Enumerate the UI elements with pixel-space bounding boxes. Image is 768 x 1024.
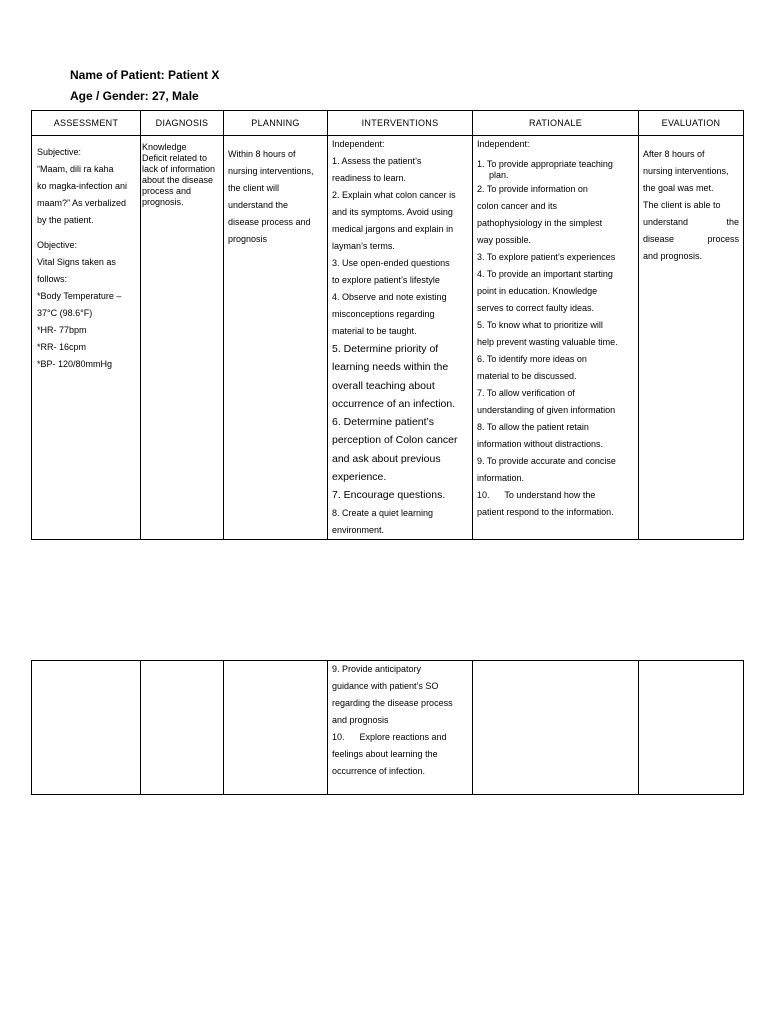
care-plan-table: [31, 110, 744, 540]
continuation-assessment-cell: [32, 661, 141, 795]
intervention-line: to explore patient’s lifestyle: [332, 275, 440, 285]
objective-line: Vital Signs taken as: [37, 257, 116, 267]
rationale-line: information.: [477, 473, 525, 483]
diagnosis-line: Deficit related to: [142, 153, 208, 163]
assessment-cell: [32, 136, 141, 540]
intervention-line: 5. Determine priority of: [332, 343, 439, 355]
rationale-heading: Independent:: [477, 139, 530, 149]
diagnosis-line: about the disease: [142, 175, 214, 185]
rationale-line: 2. To provide information on: [477, 184, 588, 194]
intervention-line: misconceptions regarding: [332, 309, 435, 319]
intervention-line: 6. Determine patient’s: [332, 416, 434, 429]
objective-label: Objective:: [37, 240, 78, 250]
intervention-line: 1. Assess the patient’s: [332, 156, 422, 166]
interventions-heading: Independent:: [332, 139, 385, 149]
subjective-line: by the patient.: [37, 215, 94, 225]
planning-line: understand the: [228, 200, 289, 210]
rationale-line: 7. To allow verification of: [477, 388, 575, 398]
subjective-line: “Maam, dili ra kaha: [37, 164, 114, 174]
subjective-line: maam?” As verbalized: [37, 198, 127, 208]
rationale-line: 3. To explore patient’s experiences: [477, 252, 616, 262]
rationale-line: understanding of given information: [477, 405, 616, 415]
intervention-line: guidance with patient’s SO: [332, 681, 439, 691]
col-header-diagnosis: DIAGNOSIS: [141, 111, 224, 136]
col-header-planning: PLANNING: [224, 111, 328, 136]
intervention-line: and ask about previous: [332, 452, 441, 465]
rationale-line: pathophysiology in the simplest: [477, 218, 603, 228]
col-header-rationale: RATIONALE: [473, 111, 639, 136]
col-header-assessment: ASSESSMENT: [32, 111, 141, 136]
intervention-line: readiness to learn.: [332, 173, 407, 183]
rationale-line: help prevent wasting valuable time.: [477, 337, 618, 347]
rationale-line: 5. To know what to prioritize will: [477, 320, 603, 330]
planning-cell: [224, 136, 328, 540]
intervention-line: perception of Colon cancer: [332, 434, 458, 447]
objective-line: *BP- 120/80mmHg: [37, 359, 113, 369]
intervention-line: environment.: [332, 524, 385, 535]
care-plan-continuation-table: [31, 660, 744, 795]
rationale-line: 4. To provide an important starting: [477, 269, 613, 279]
diagnosis-line: prognosis.: [142, 197, 184, 207]
patient-age-gender: Age / Gender: 27, Male: [70, 89, 199, 103]
intervention-line: and its symptoms. Avoid using: [332, 207, 453, 217]
col-header-evaluation: EVALUATION: [639, 111, 744, 136]
objective-line: *Body Temperature –: [37, 291, 122, 301]
intervention-line: 8. Create a quiet learning: [332, 507, 434, 518]
subjective-line: ko magka-infection ani: [37, 181, 128, 191]
evaluation-cell: [639, 136, 744, 540]
col-header-interventions: INTERVENTIONS: [328, 111, 473, 136]
intervention-line: feelings about learning the: [332, 749, 438, 759]
intervention-line: 7. Encourage questions.: [332, 489, 446, 502]
intervention-line: 4. Observe and note existing: [332, 292, 447, 302]
intervention-line: experience.: [332, 471, 387, 484]
continuation-interventions-cell: [328, 661, 473, 795]
intervention-line: learning needs within the: [332, 361, 449, 374]
diagnosis-line: process and: [142, 186, 192, 196]
planning-line: disease process and: [228, 217, 311, 227]
planning-line: the client will: [228, 183, 280, 193]
intervention-line: material to be taught.: [332, 326, 417, 336]
planning-line: Within 8 hours of: [228, 149, 296, 159]
intervention-line: 3. Use open-ended questions: [332, 258, 450, 268]
continuation-evaluation-cell: [639, 661, 744, 795]
evaluation-line: the goal was met.: [643, 183, 714, 193]
diagnosis-line: lack of information: [142, 164, 216, 174]
objective-line: *RR- 16cpm: [37, 342, 87, 352]
rationale-line: serves to correct faulty ideas.: [477, 303, 595, 313]
rationale-line: material to be discussed.: [477, 371, 577, 381]
continuation-planning-cell: [224, 661, 328, 795]
intervention-line: occurrence of infection.: [332, 766, 426, 776]
intervention-line: layman’s terms.: [332, 241, 395, 251]
rationale-line: 6. To identify more ideas on: [477, 354, 587, 364]
rationale-line: information without distractions.: [477, 439, 604, 449]
intervention-line: regarding the disease process: [332, 698, 453, 708]
evaluation-line: and prognosis.: [643, 251, 703, 261]
intervention-line: overall teaching about: [332, 379, 435, 392]
intervention-line: 2. Explain what colon cancer is: [332, 190, 456, 200]
evaluation-line: disease process: [643, 234, 739, 244]
patient-name: Name of Patient: Patient X: [70, 68, 220, 82]
rationale-line: way possible.: [477, 235, 532, 245]
rationale-line: patient respond to the information.: [477, 507, 614, 517]
evaluation-line: After 8 hours of: [643, 149, 705, 159]
rationale-line: point in education. Knowledge: [477, 286, 598, 296]
planning-line: prognosis: [228, 234, 268, 244]
rationale-cell: [473, 136, 639, 540]
intervention-line: medical jargons and explain in: [332, 224, 454, 234]
content-row: [32, 136, 744, 540]
diagnosis-cell: [141, 136, 224, 540]
rationale-line: 8. To allow the patient retain: [477, 422, 589, 432]
continuation-row: [32, 661, 744, 795]
objective-line: *HR- 77bpm: [37, 325, 87, 335]
continuation-diagnosis-cell: [141, 661, 224, 795]
header-row: [32, 111, 744, 136]
intervention-line: occurrence of an infection.: [332, 397, 456, 410]
diagnosis-line: Knowledge: [142, 142, 187, 152]
intervention-line: and prognosis: [332, 715, 389, 725]
interventions-cell: [328, 136, 473, 540]
rationale-line: 1. To provide appropriate teaching: [477, 159, 613, 169]
rationale-line: colon cancer and its: [477, 201, 558, 211]
continuation-rationale-cell: [473, 661, 639, 795]
intervention-line: 10. Explore reactions and: [332, 732, 447, 742]
objective-line: 37°C (98.6°F): [37, 308, 93, 318]
evaluation-line: understand the: [643, 217, 739, 227]
intervention-line: 9. Provide anticipatory: [332, 664, 422, 674]
rationale-line: plan.: [489, 170, 509, 180]
evaluation-line: The client is able to: [643, 200, 721, 210]
objective-line: follows:: [37, 274, 68, 284]
evaluation-line: nursing interventions,: [643, 166, 729, 176]
rationale-line: 9. To provide accurate and concise: [477, 456, 616, 466]
rationale-line: 10. To understand how the: [477, 490, 596, 500]
subjective-label: Subjective:: [37, 147, 82, 157]
planning-line: nursing interventions,: [228, 166, 314, 176]
